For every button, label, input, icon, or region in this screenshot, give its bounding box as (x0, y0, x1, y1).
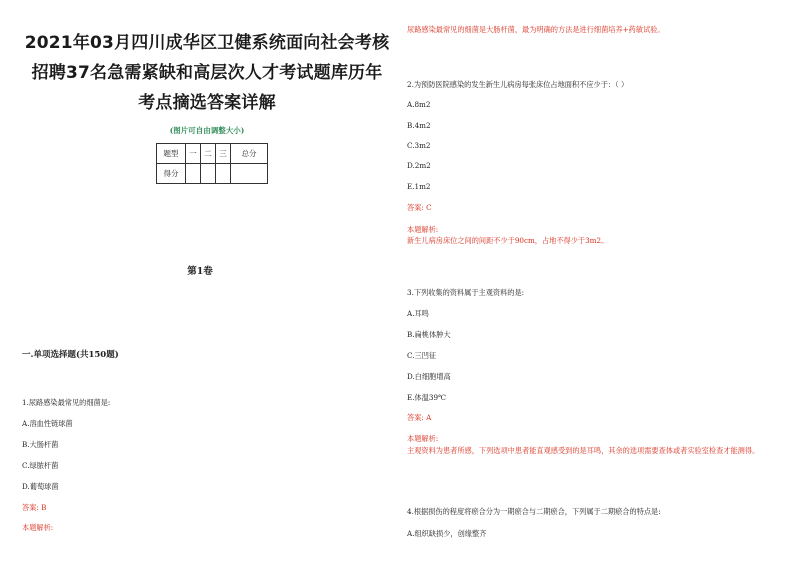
score-table-row (157, 164, 268, 184)
score-cell: 二 (201, 144, 216, 164)
option-item: C.三凹征 (407, 351, 437, 360)
question-stem: 2.为预防医院感染的发生新生儿病房每张床位占地面积不应少于：（ ） (407, 80, 629, 89)
option-item: E.1m2 (407, 182, 431, 191)
answer-text: 答案: C (407, 203, 432, 212)
option-item: A.8m2 (407, 100, 431, 109)
document-title (22, 28, 392, 118)
answer-text: 答案: B (22, 503, 47, 512)
right-column (400, 0, 800, 565)
option-item: C.绿脓杆菌 (22, 461, 59, 470)
score-cell (186, 164, 201, 184)
option-item: B.大肠杆菌 (22, 440, 59, 449)
option-item: B.扁桃体肿大 (407, 330, 451, 339)
score-cell: 一 (186, 144, 201, 164)
score-cell (231, 164, 268, 184)
question-stem: 3.下列收集的资料属于主观资料的是: (407, 288, 525, 297)
explanation-text: 主观资料为患者所感，下列选项中患者能直观感受到的是耳鸣，其余的选项需要查体或者实验室检查才能测得。 (407, 446, 760, 455)
title-line: 2021年03月四川成华区卫健系统面向社会考核 (24, 33, 390, 53)
option-item: D.2m2 (407, 161, 431, 170)
answer-text: 答案: A (407, 413, 432, 422)
score-table-header-row (157, 144, 268, 164)
explanation-text: 尿路感染最常见的细菌是大肠杆菌，最为明确的方法是进行细菌培养+药敏试验。 (407, 25, 665, 34)
score-table (156, 143, 268, 184)
explanation-label: 本题解析: (407, 434, 439, 443)
option-item: A.组织缺损少，创缘整齐 (407, 529, 487, 538)
explanation-label: 本题解析: (407, 225, 439, 234)
option-item: B.4m2 (407, 121, 431, 130)
question-stem: 1.尿路感染最常见的细菌是: (22, 398, 111, 407)
score-cell: 总分 (231, 144, 268, 164)
title-line: 考点摘选答案详解 (138, 93, 276, 113)
volume-label: 第1卷 (187, 266, 213, 277)
explanation-label: 本题解析: (22, 523, 54, 532)
option-item: A.耳鸣 (407, 309, 429, 318)
score-cell: 得分 (157, 164, 186, 184)
section-heading: 一.单项选择题(共150题) (22, 350, 119, 360)
score-cell: 三 (216, 144, 231, 164)
image-resize-note: (图片可自由调整大小) (169, 126, 245, 135)
title-line: 招聘37名急需紧缺和高层次人才考试题库历年 (31, 63, 383, 83)
option-item: D.葡萄球菌 (22, 482, 59, 491)
explanation-text: 新生儿病房床位之间的间距不少于90cm，占地不得少于3m2。 (407, 236, 609, 245)
question-stem: 4.根据损伤的程度将瘀合分为一期瘀合与二期瘀合，下列属于二期瘀合的特点是: (407, 507, 661, 516)
score-cell (216, 164, 231, 184)
score-cell: 题型 (157, 144, 186, 164)
option-item: D.白细胞增高 (407, 372, 451, 381)
option-item: A.溶血性链球菌 (22, 419, 73, 428)
option-item: C.3m2 (407, 141, 431, 150)
score-cell (201, 164, 216, 184)
option-item: E.体温39℃ (407, 393, 447, 402)
